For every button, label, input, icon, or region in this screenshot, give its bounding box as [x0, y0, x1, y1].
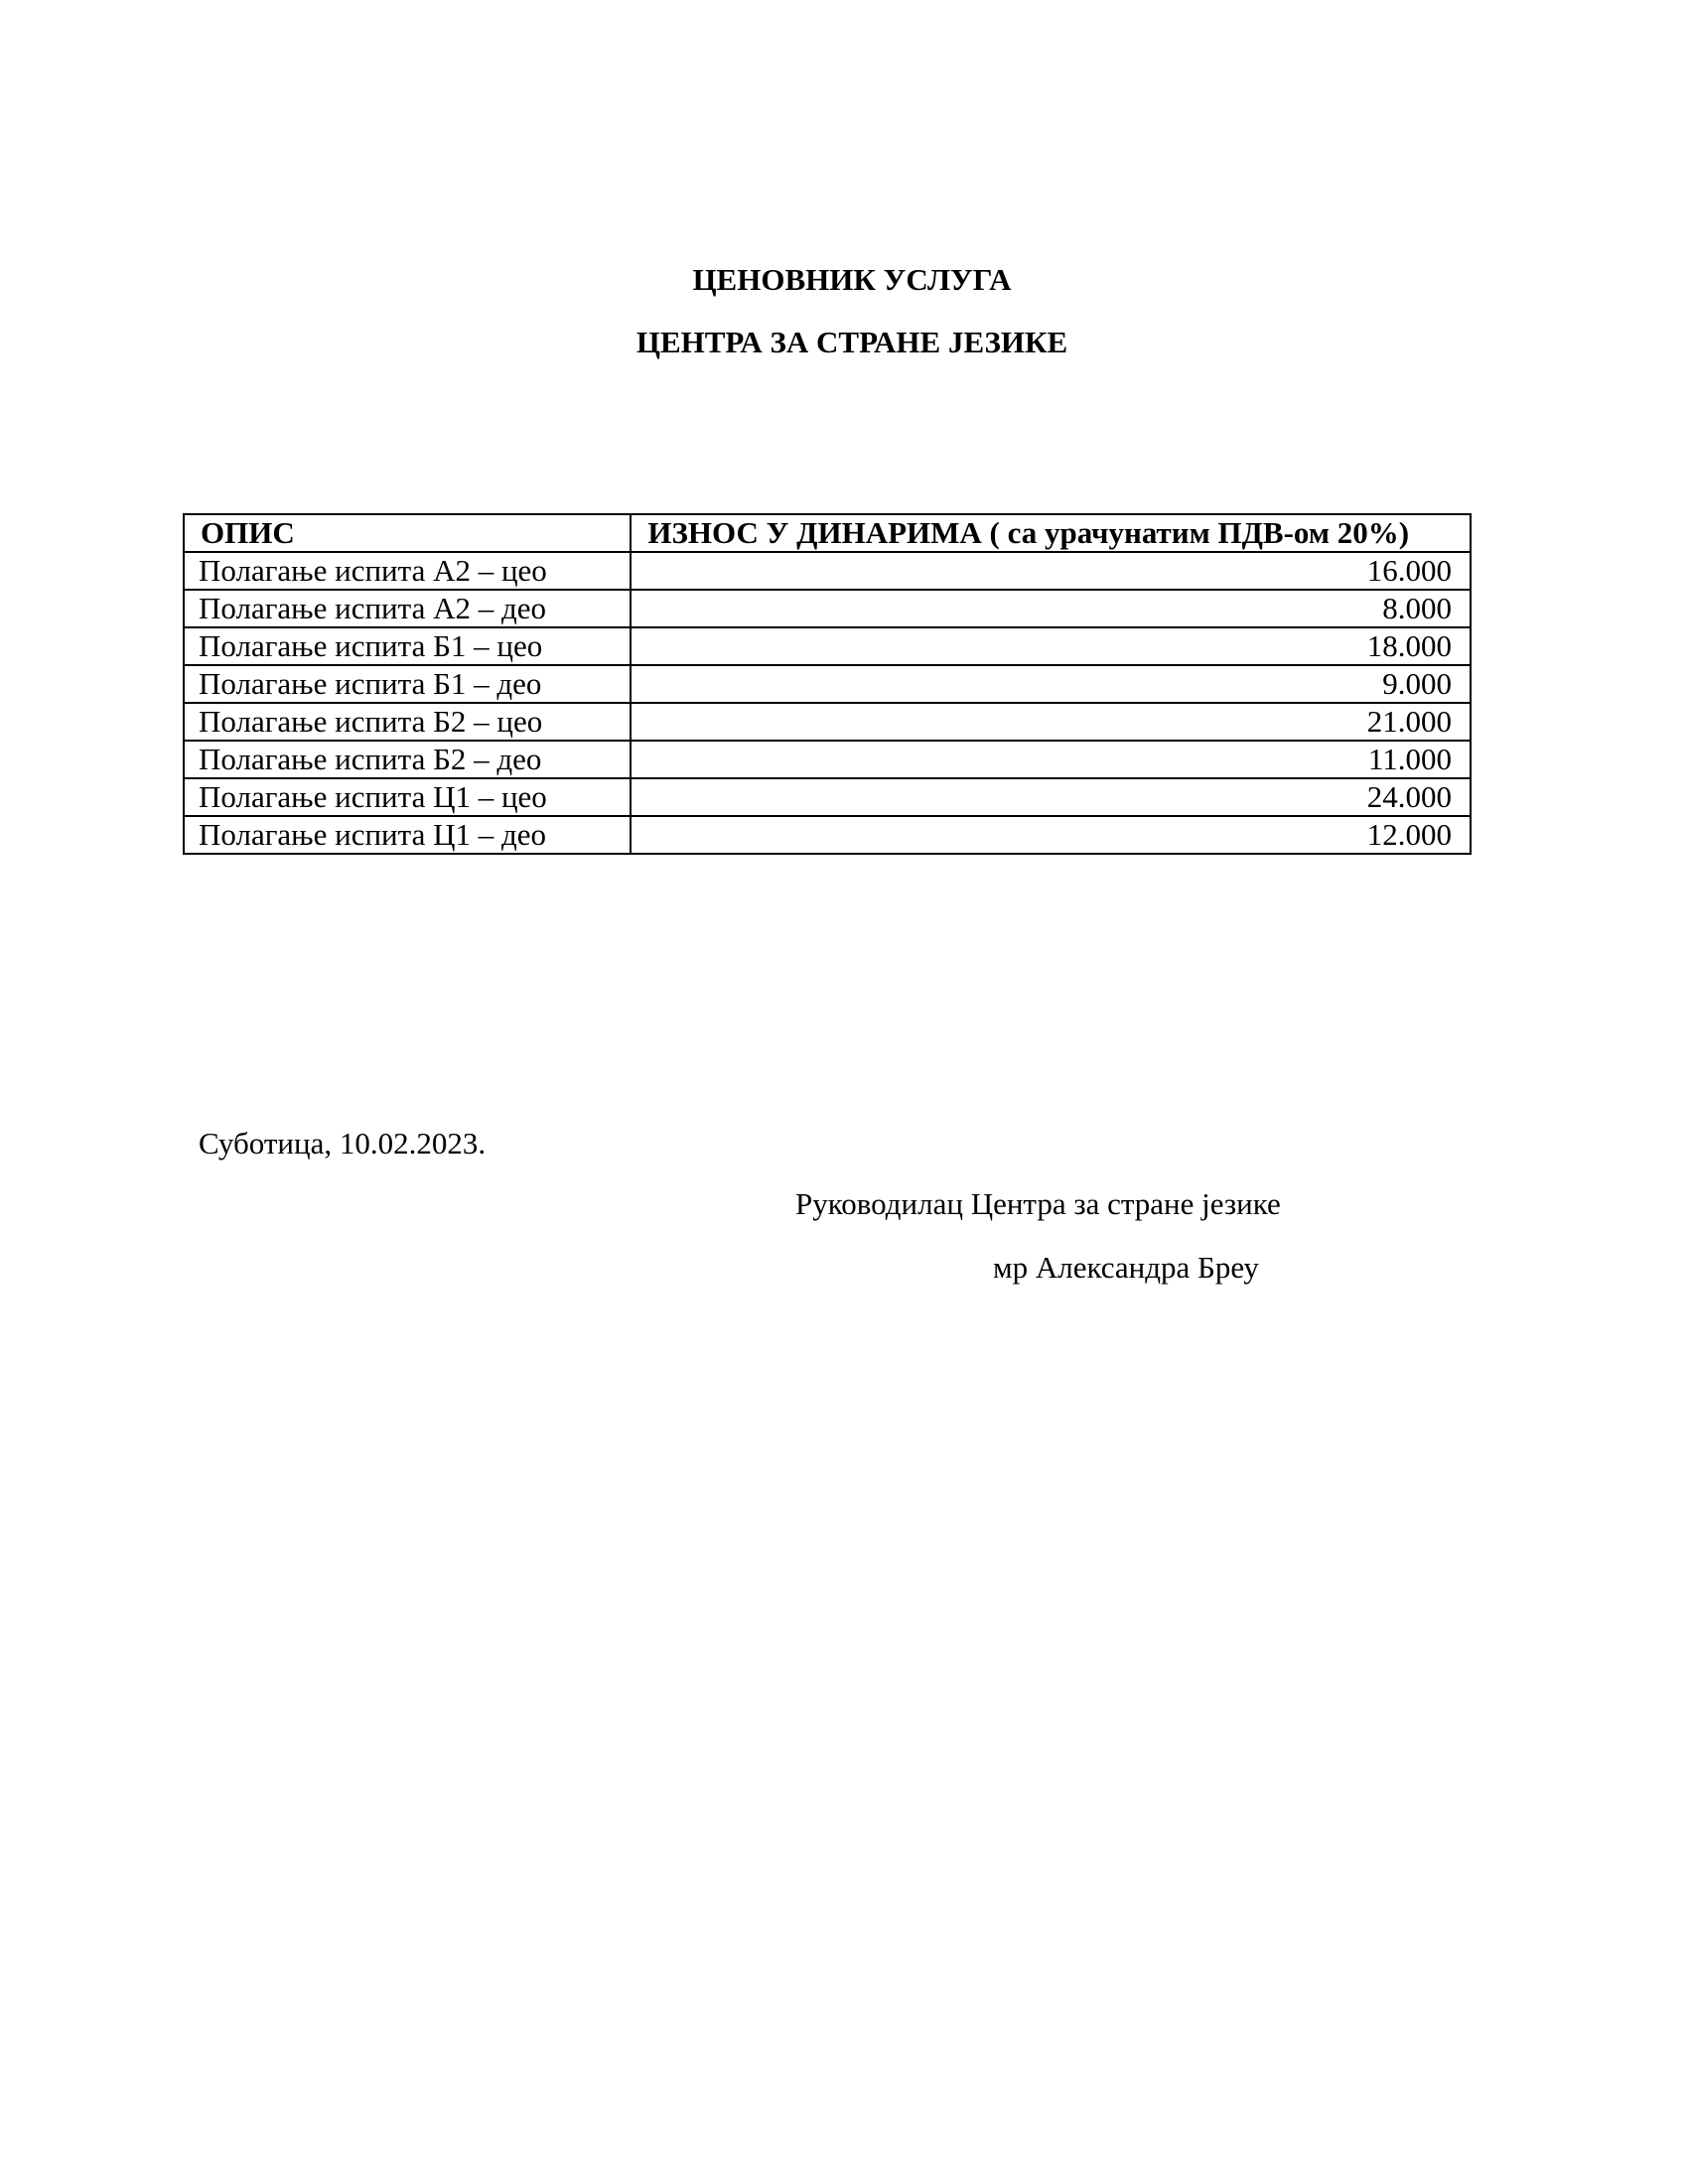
- row-amount: 11.000: [631, 741, 1471, 778]
- row-description: Полагање испита Б2 – део: [184, 741, 631, 778]
- table-row: [184, 627, 1471, 665]
- price-list-table: [183, 513, 1472, 855]
- row-description: Полагање испита Ц1 – део: [184, 816, 631, 854]
- place-and-date: Суботица, 10.02.2023.: [199, 1126, 487, 1160]
- row-description: Полагање испита Ц1 – цео: [184, 778, 631, 816]
- row-amount: 21.000: [631, 703, 1471, 741]
- row-amount: 18.000: [631, 627, 1471, 665]
- row-description: Полагање испита А2 – део: [184, 590, 631, 627]
- row-description: Полагање испита А2 – цео: [184, 552, 631, 590]
- table-row: [184, 590, 1471, 627]
- document-title: ЦЕНОВНИК УСЛУГА: [692, 262, 1012, 297]
- table-header-row: [184, 514, 1471, 552]
- row-amount: 9.000: [631, 665, 1471, 703]
- header-amount: ИЗНОС У ДИНАРИМА ( са урачунатим ПДВ-ом 20%): [631, 514, 1471, 552]
- header-description: ОПИС: [184, 514, 631, 552]
- row-amount: 12.000: [631, 816, 1471, 854]
- row-description: Полагање испита Б1 – део: [184, 665, 631, 703]
- signature-title: Руководилац Центра за стране језике: [795, 1186, 1281, 1221]
- row-amount: 16.000: [631, 552, 1471, 590]
- signature-name: мр Александра Бреу: [993, 1250, 1259, 1285]
- row-description: Полагање испита Б1 – цео: [184, 627, 631, 665]
- table-row: [184, 778, 1471, 816]
- table-row: [184, 552, 1471, 590]
- document-subtitle: ЦЕНТРА ЗА СТРАНЕ ЈЕЗИКЕ: [635, 325, 1068, 359]
- table-row: [184, 703, 1471, 741]
- table-row: [184, 816, 1471, 854]
- row-amount: 24.000: [631, 778, 1471, 816]
- table-row: [184, 741, 1471, 778]
- row-amount: 8.000: [631, 590, 1471, 627]
- table-row: [184, 665, 1471, 703]
- row-description: Полагање испита Б2 – цео: [184, 703, 631, 741]
